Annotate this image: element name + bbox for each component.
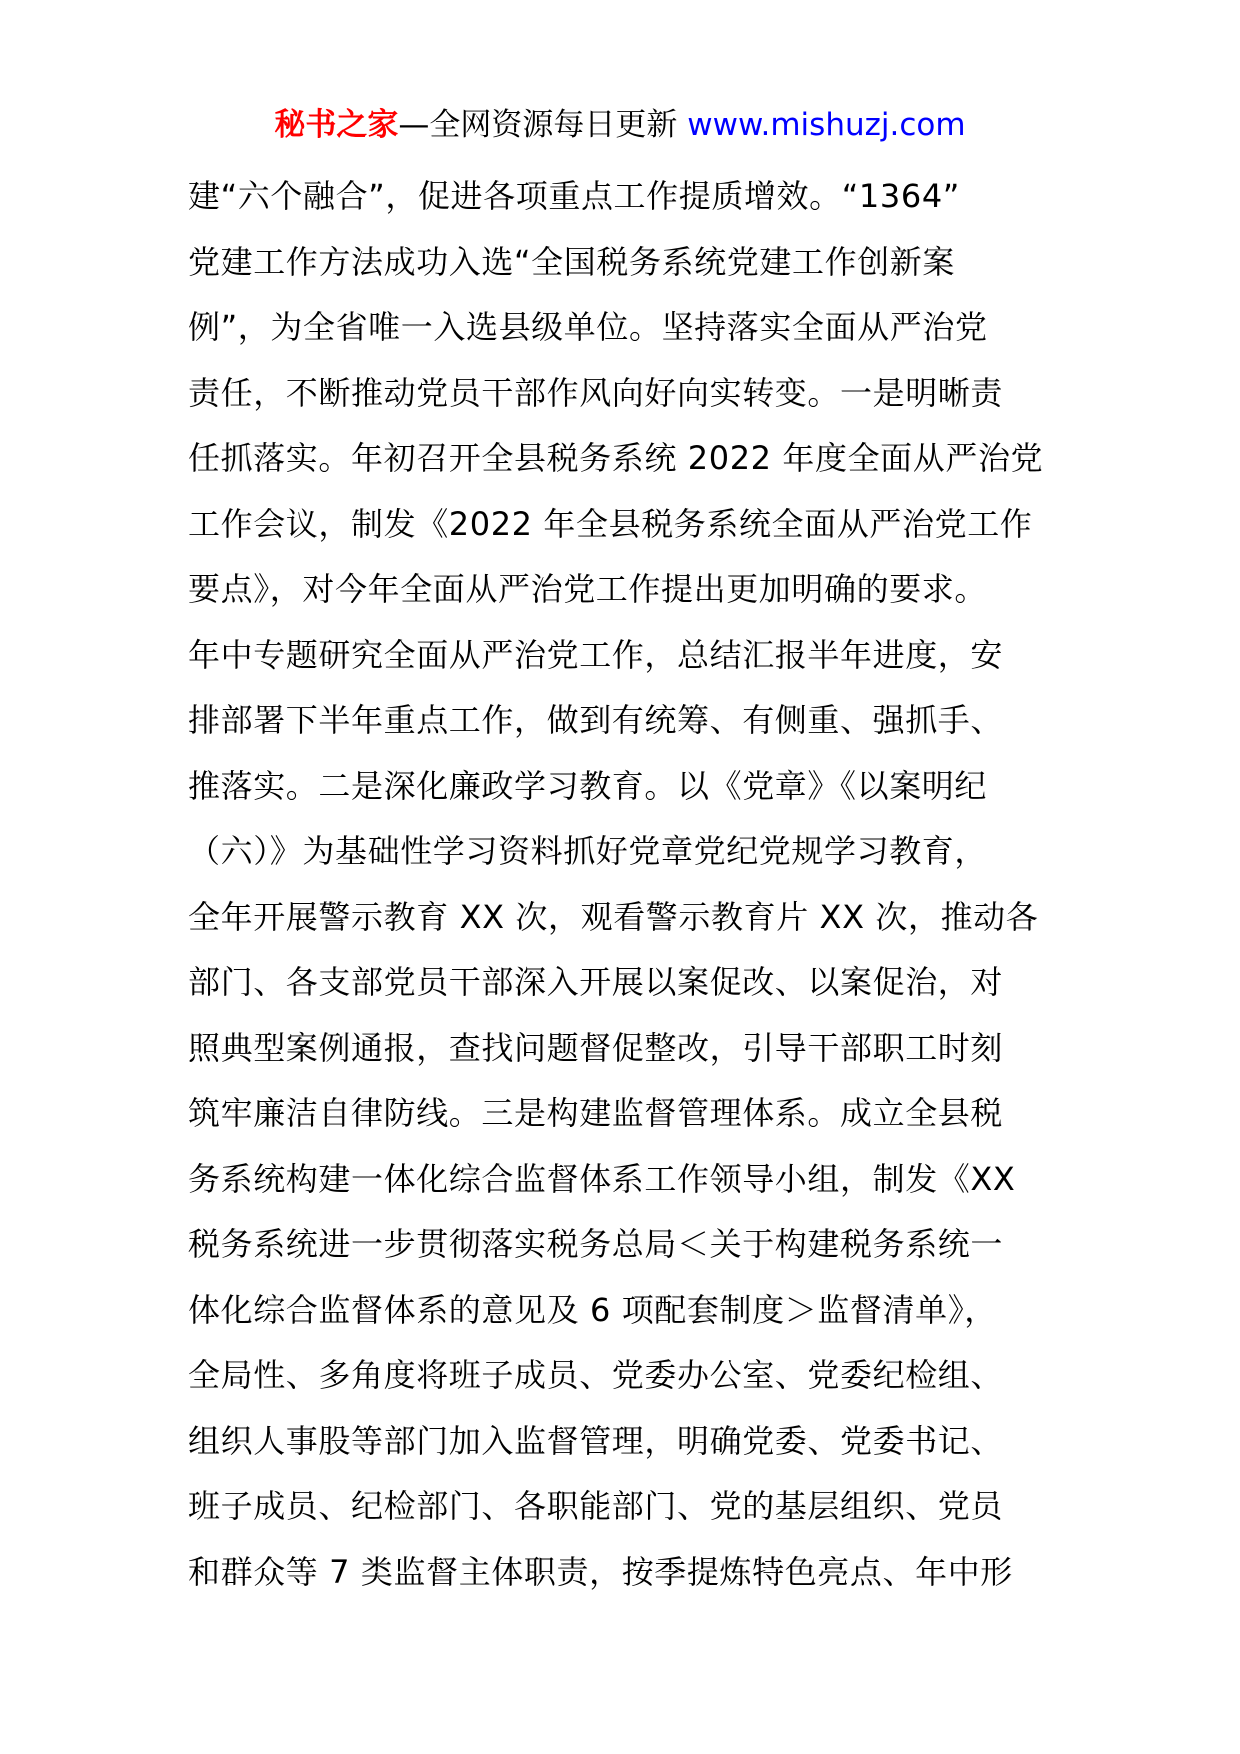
header-brand: 秘书之家 <box>274 107 399 143</box>
text-line: 照典型案例通报，查找问题督促整改，引导干部职工时刻 <box>188 1028 1004 1067</box>
text-line: 要点》，对今年全面从严治党工作提出更加明确的要求。 <box>188 570 988 608</box>
header-url-link[interactable]: www.mishuzj.com <box>687 107 966 143</box>
text-line: 务系统构建一体化综合监督体系工作领导小组，制发《XX <box>188 1159 1016 1198</box>
text-line: 工作会议，制发《2022 年全县税务系统全面从严治党工作 <box>188 504 1033 543</box>
text-line: 例”，为全省唯一入选县级单位。坚持落实全面从严治党 <box>188 308 988 346</box>
text-line: 班子成员、纪检部门、各职能部门、党的基层组织、党员 <box>188 1487 1004 1525</box>
text-line: 组织人事股等部门加入监督管理，明确党委、党委书记、 <box>188 1421 1004 1460</box>
text-line: 任抓落实。年初召开全县税务系统 2022 年度全面从严治党 <box>188 439 1044 477</box>
header-tagline: —全网资源每日更新 <box>398 107 688 143</box>
text-line: 排部署下半年重点工作，做到有统筹、有侧重、强抓手、 <box>188 701 1004 739</box>
text-line: 部门、各支部党员干部深入开展以案促改、以案促治，对 <box>188 963 1004 1001</box>
text-line: 和群众等 7 类监督主体职责，按季提炼特色亮点、年中形 <box>188 1552 1013 1591</box>
text-line: 体化综合监督体系的意见及 6 项配套制度＞监督清单》， <box>188 1290 997 1329</box>
text-line: 年中专题研究全面从严治党工作，总结汇报半年进度，安 <box>188 635 1004 674</box>
text-line: 税务系统进一步贯彻落实税务总局＜关于构建税务系统一 <box>188 1225 1004 1263</box>
page-header <box>0 103 1240 147</box>
text-line: 筑牢廉洁自律防线。三是构建监督管理体系。成立全县税 <box>188 1094 1004 1132</box>
text-line: 建“六个融合”，促进各项重点工作提质增效。“1364” <box>188 177 960 215</box>
text-line: 推落实。二是深化廉政学习教育。以《党章》《以案明纪 <box>188 766 988 805</box>
body-paragraph <box>188 164 1058 1605</box>
text-line: 党建工作方法成功入选“全国税务系统党建工作创新案 <box>188 242 955 281</box>
text-line: （六）》为基础性学习资料抓好党章党纪党规学习教育， <box>188 832 988 870</box>
text-line: 责任，不断推动党员干部作风向好向实转变。一是明晰责 <box>188 373 1004 412</box>
text-line: 全局性、多角度将班子成员、党委办公室、党委纪检组、 <box>188 1356 1004 1394</box>
text-line: 全年开展警示教育 XX 次，观看警示教育片 XX 次，推动各 <box>188 897 1039 936</box>
